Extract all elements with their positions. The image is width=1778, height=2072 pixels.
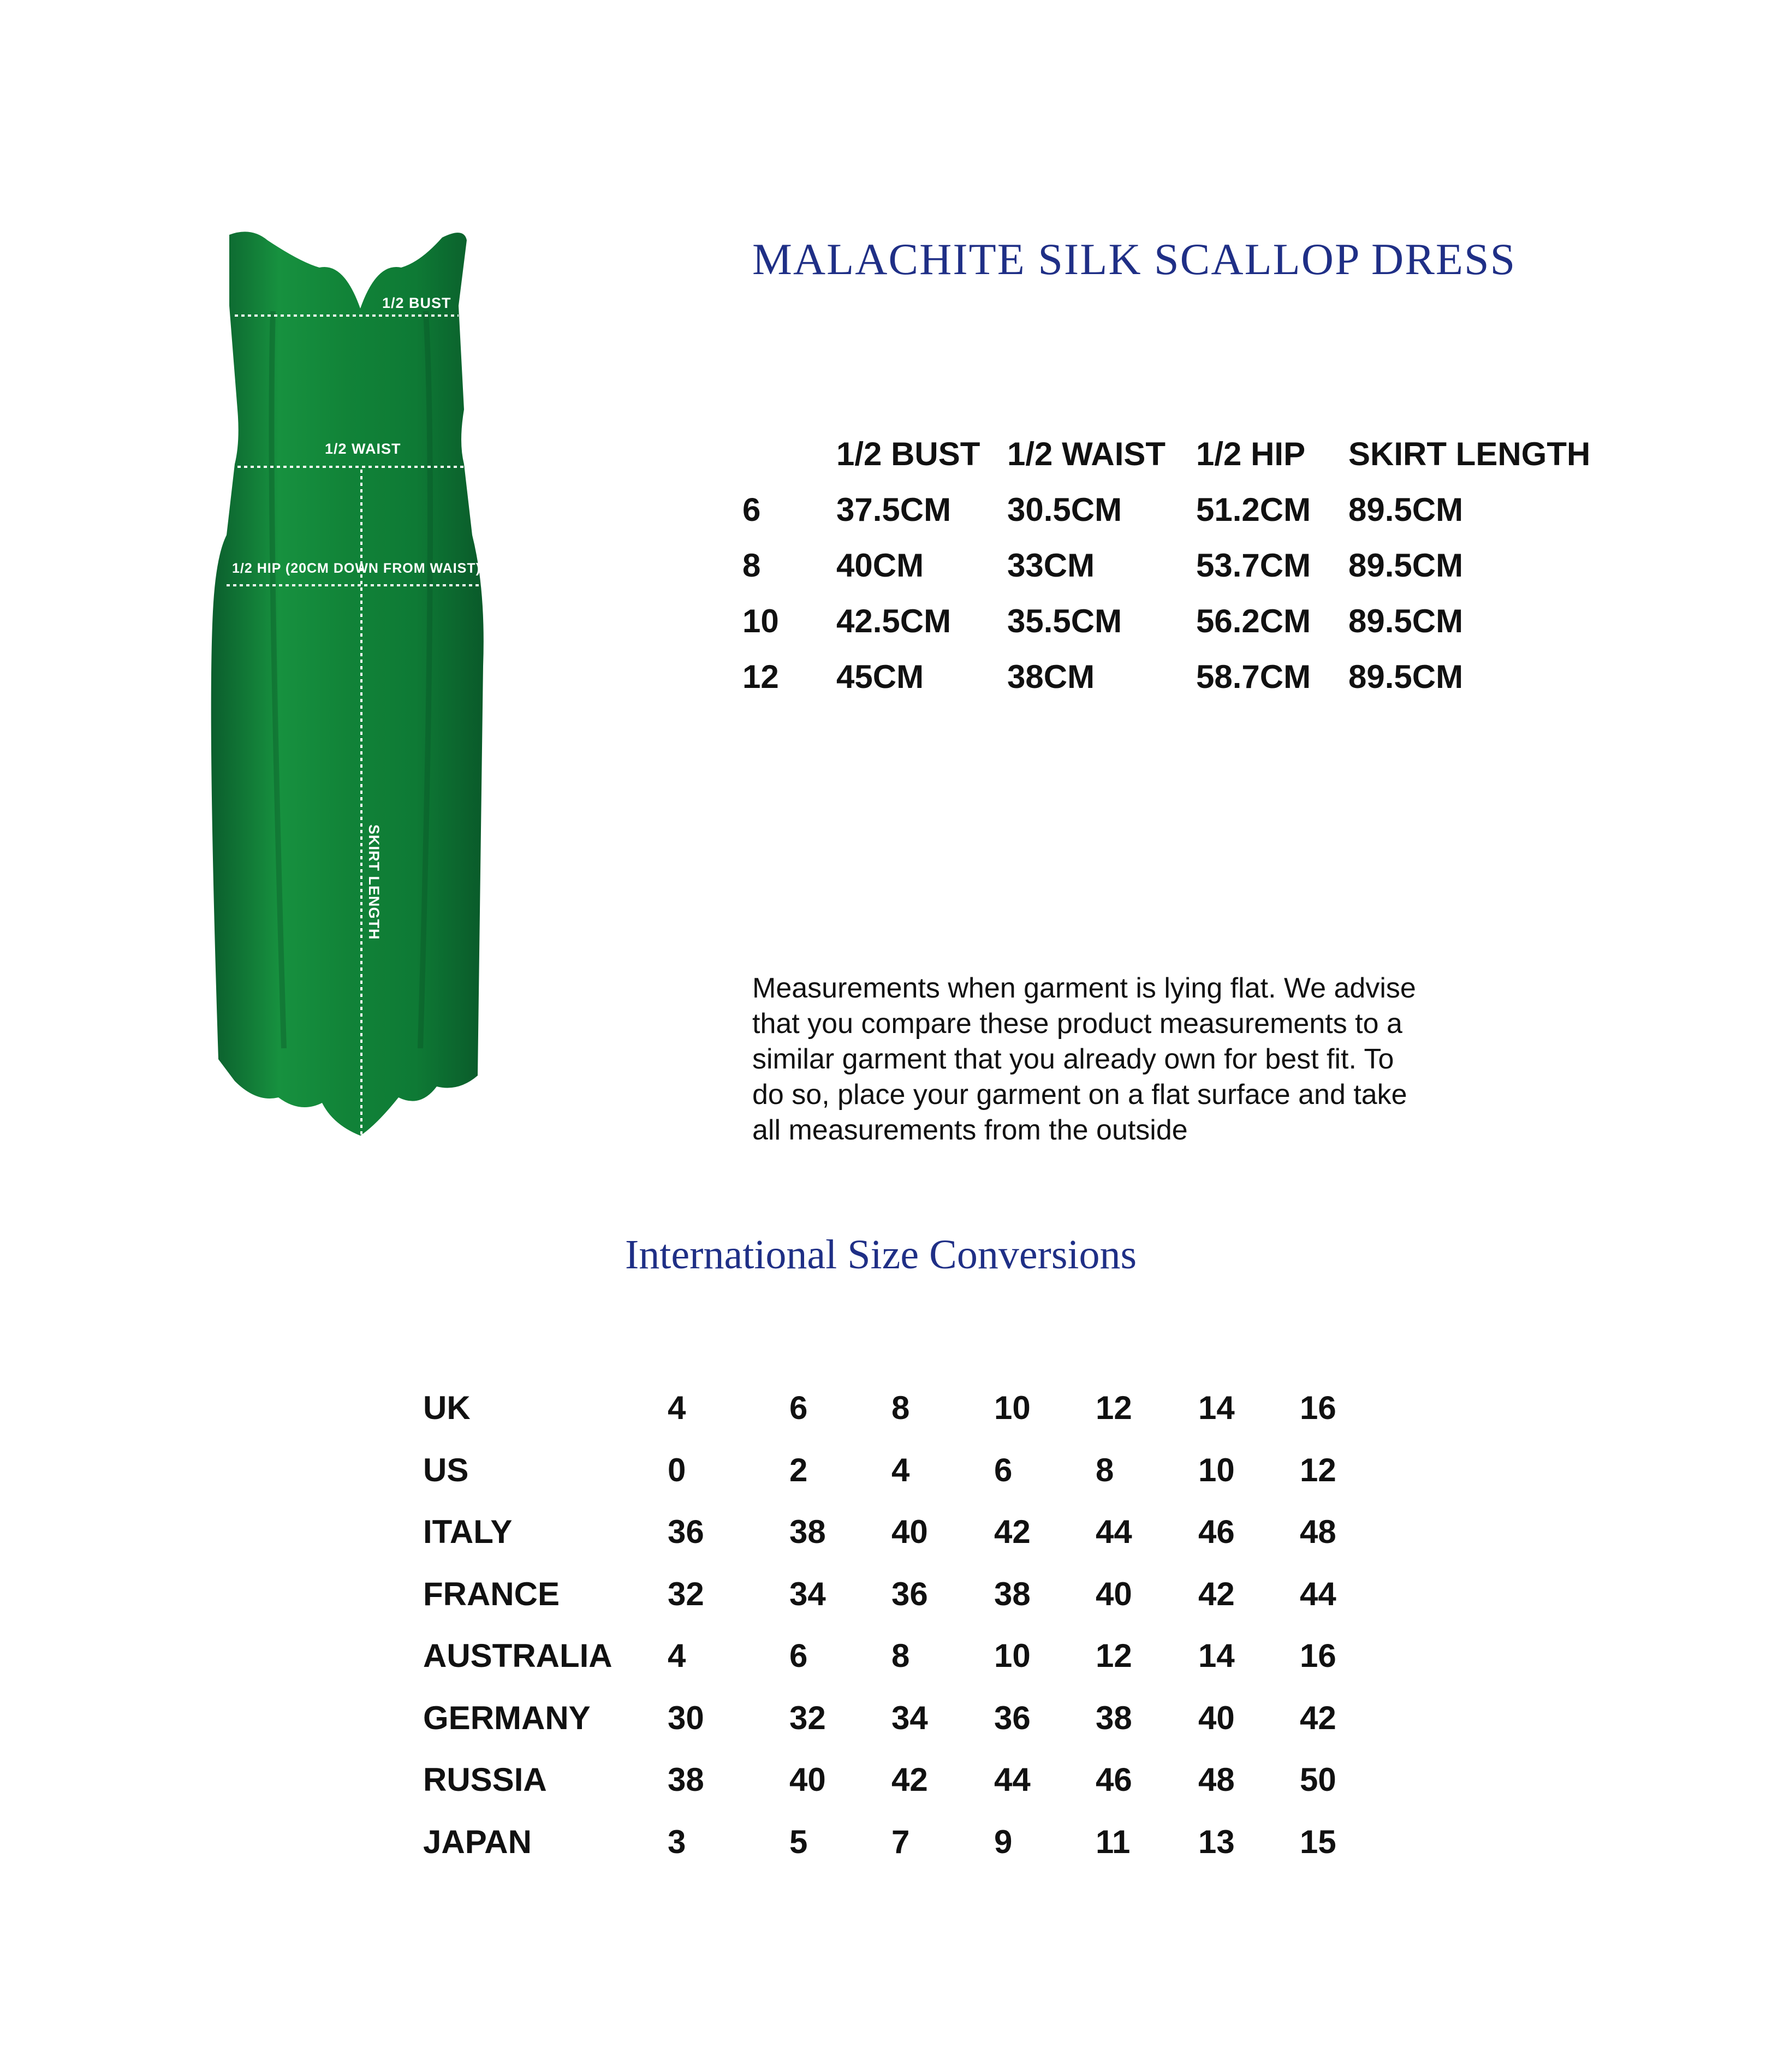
size-value-cell: 46	[1198, 1513, 1235, 1551]
conversions-title: International Size Conversions	[625, 1232, 1137, 1278]
header-waist: 1/2 WAIST	[1007, 435, 1166, 472]
size-value-cell: 32	[789, 1699, 826, 1736]
size-value-cell: 6	[994, 1451, 1013, 1488]
hip-label: 1/2 HIP (20CM DOWN FROM WAIST)	[232, 561, 481, 576]
size-value-cell: 38	[789, 1513, 826, 1551]
size-value-cell: 8	[891, 1637, 910, 1675]
size-value-cell: 11	[1096, 1823, 1131, 1860]
size-value-cell: 4	[668, 1390, 686, 1427]
size-value-cell: 14	[1198, 1390, 1235, 1427]
dress-illustration	[202, 229, 508, 1147]
size-value-cell: 4	[891, 1451, 910, 1488]
conversion-row	[423, 1749, 1336, 1811]
size-value-cell: 50	[1300, 1761, 1336, 1798]
hip-cell: 56.2CM	[1196, 602, 1311, 639]
size-value-cell: 5	[789, 1823, 808, 1860]
size-value-cell: 36	[668, 1513, 704, 1551]
note-line: Measurements when garment is lying flat. We advise	[752, 972, 1416, 1004]
size-value-cell: 12	[1096, 1390, 1132, 1427]
size-value-cell: 15	[1300, 1823, 1336, 1860]
bust-cell: 40CM	[836, 547, 924, 584]
size-value-cell: 42	[1198, 1575, 1235, 1612]
size-value-cell: 30	[668, 1699, 704, 1736]
size-value-cell: 12	[1096, 1637, 1132, 1675]
size-value-cell: 34	[891, 1699, 928, 1736]
hip-cell: 51.2CM	[1196, 491, 1311, 528]
size-cell: 8	[742, 547, 761, 584]
size-value-cell: 10	[994, 1390, 1031, 1427]
waist-label: 1/2 WAIST	[325, 441, 401, 457]
size-value-cell: 46	[1096, 1761, 1132, 1798]
skirt-length-label: SKIRT LENGTH	[366, 824, 382, 940]
measurement-note	[752, 971, 1517, 1148]
size-value-cell: 42	[1300, 1699, 1336, 1736]
measurements-table	[742, 426, 1590, 704]
size-value-cell: 3	[668, 1823, 686, 1860]
skirt-cell: 89.5CM	[1348, 547, 1464, 584]
size-value-cell: 44	[1096, 1513, 1132, 1551]
country-cell: UK	[423, 1390, 471, 1427]
size-value-cell: 38	[1096, 1699, 1132, 1736]
waist-cell: 35.5CM	[1007, 602, 1122, 639]
conversion-row	[423, 1501, 1336, 1563]
size-value-cell: 32	[668, 1575, 704, 1612]
bust-cell: 37.5CM	[836, 491, 952, 528]
waist-cell: 30.5CM	[1007, 491, 1122, 528]
dress-diagram	[202, 229, 508, 1147]
size-conversion-table	[423, 1377, 1336, 1873]
size-cell: 10	[742, 602, 779, 639]
size-value-cell: 42	[994, 1513, 1031, 1551]
size-value-cell: 7	[891, 1823, 910, 1860]
size-value-cell: 38	[994, 1575, 1031, 1612]
size-value-cell: 10	[994, 1637, 1031, 1675]
size-value-cell: 16	[1300, 1390, 1336, 1427]
measurement-row	[742, 537, 1590, 593]
bust-cell: 45CM	[836, 658, 924, 695]
header-bust: 1/2 BUST	[836, 435, 980, 472]
country-cell: JAPAN	[423, 1823, 532, 1860]
skirt-cell: 89.5CM	[1348, 658, 1464, 695]
size-value-cell: 40	[891, 1513, 928, 1551]
header-skirt-length: SKIRT LENGTH	[1348, 435, 1591, 472]
size-value-cell: 40	[789, 1761, 826, 1798]
note-line: that you compare these product measurements to a	[752, 1008, 1402, 1040]
size-value-cell: 0	[668, 1451, 686, 1488]
size-value-cell: 8	[1096, 1451, 1114, 1488]
size-cell: 12	[742, 658, 779, 695]
conversion-row	[423, 1563, 1336, 1625]
country-cell: RUSSIA	[423, 1761, 547, 1798]
size-value-cell: 40	[1198, 1699, 1235, 1736]
size-value-cell: 44	[1300, 1575, 1336, 1612]
size-value-cell: 2	[789, 1451, 808, 1488]
waist-cell: 33CM	[1007, 547, 1095, 584]
measurement-row	[742, 482, 1590, 537]
size-value-cell: 9	[994, 1823, 1013, 1860]
size-value-cell: 44	[994, 1761, 1031, 1798]
country-cell: US	[423, 1451, 469, 1488]
skirt-cell: 89.5CM	[1348, 602, 1464, 639]
size-value-cell: 10	[1198, 1451, 1235, 1488]
skirt-cell: 89.5CM	[1348, 491, 1464, 528]
note-line: do so, place your garment on a flat surface and take	[752, 1079, 1407, 1111]
measurement-row	[742, 593, 1590, 649]
size-value-cell: 36	[891, 1575, 928, 1612]
bust-label: 1/2 BUST	[382, 295, 451, 311]
conversion-row	[423, 1811, 1336, 1873]
header-size	[742, 426, 836, 482]
note-line: similar garment that you already own for best fit. To	[752, 1043, 1394, 1075]
size-value-cell: 48	[1300, 1513, 1336, 1551]
size-value-cell: 6	[789, 1637, 808, 1675]
conversion-row	[423, 1439, 1336, 1501]
size-value-cell: 13	[1198, 1823, 1235, 1860]
size-value-cell: 6	[789, 1390, 808, 1427]
size-cell: 6	[742, 491, 761, 528]
size-value-cell: 12	[1300, 1451, 1336, 1488]
size-value-cell: 16	[1300, 1637, 1336, 1675]
country-cell: AUSTRALIA	[423, 1637, 613, 1675]
size-value-cell: 36	[994, 1699, 1031, 1736]
hip-cell: 53.7CM	[1196, 547, 1311, 584]
size-value-cell: 38	[668, 1761, 704, 1798]
measurements-header-row	[742, 426, 1590, 482]
hip-cell: 58.7CM	[1196, 658, 1311, 695]
conversion-row	[423, 1687, 1336, 1749]
dress-body	[211, 231, 484, 1136]
size-value-cell: 42	[891, 1761, 928, 1798]
header-hip: 1/2 HIP	[1196, 435, 1306, 472]
conversion-row	[423, 1377, 1336, 1439]
conversion-row	[423, 1625, 1336, 1687]
note-line: all measurements from the outside	[752, 1114, 1188, 1146]
product-title: MALACHITE SILK SCALLOP DRESS	[752, 234, 1517, 284]
bust-cell: 42.5CM	[836, 602, 952, 639]
waist-cell: 38CM	[1007, 658, 1095, 695]
size-value-cell: 34	[789, 1575, 826, 1612]
size-value-cell: 8	[891, 1390, 910, 1427]
size-value-cell: 4	[668, 1637, 686, 1675]
measurement-row	[742, 649, 1590, 704]
country-cell: ITALY	[423, 1513, 513, 1551]
country-cell: GERMANY	[423, 1699, 591, 1736]
size-value-cell: 40	[1096, 1575, 1132, 1612]
size-value-cell: 48	[1198, 1761, 1235, 1798]
size-value-cell: 14	[1198, 1637, 1235, 1675]
country-cell: FRANCE	[423, 1575, 560, 1612]
